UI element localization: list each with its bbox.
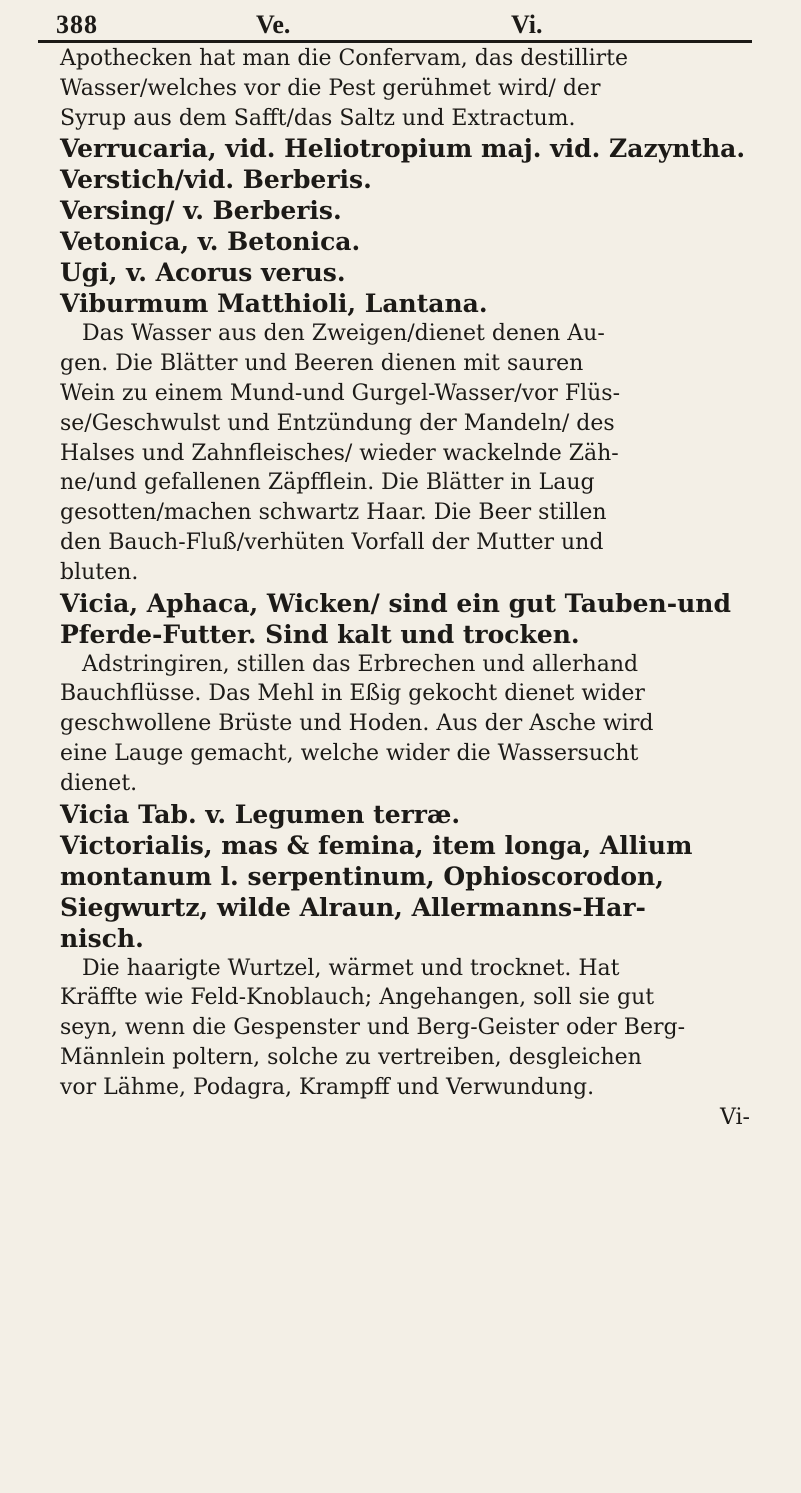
- text-line: Adstringiren, stillen das Erbrechen und allerhand: [82, 651, 639, 677]
- entry-heading: montanum l. serpentinum, Ophioscorodon,: [60, 861, 664, 891]
- text-line: Das Wasser aus den Zweigen/dienet denen Au-: [82, 321, 605, 347]
- page-header: [56, 10, 756, 42]
- entry-heading: Pferde-Futter. Sind kalt und trocken.: [60, 619, 580, 649]
- entry-heading: Ugi, v. Acorus verus.: [60, 258, 346, 288]
- text-line: Apothecken hat man die Confervam, das destillirte: [60, 46, 629, 71]
- entry-heading: Vetonica, v. Betonica.: [60, 227, 361, 257]
- text-line: Kräffte wie Feld-Knoblauch; Angehangen, soll sie gut: [60, 985, 655, 1011]
- text-line: gesotten/machen schwartz Haar. Die Beer stillen: [60, 500, 607, 526]
- entry-heading: Victorialis, mas & femina, item longa, Allium: [60, 830, 693, 860]
- text-line: seyn, wenn die Gespenster und Berg-Geister oder Berg-: [60, 1015, 686, 1041]
- entry-heading: Siegwurtz, wilde Alraun, Allermanns-Har-: [60, 892, 646, 922]
- entry-heading: Viburmum Matthioli, Lantana.: [60, 289, 488, 319]
- text-line: Männlein poltern, solche zu vertreiben, desgleichen: [60, 1044, 642, 1070]
- text-line: Wein zu einem Mund-und Gurgel-Wasser/vor Flüs-: [60, 380, 621, 406]
- text-line: Bauchflüsse. Das Mehl in Eßig gekocht dienet wider: [60, 681, 645, 707]
- text-line: bluten.: [60, 559, 139, 585]
- text-line: gen. Die Blätter und Beeren dienen mit sauren: [60, 351, 584, 377]
- text-line: dienet.: [60, 770, 138, 796]
- header-rule: [38, 40, 752, 43]
- text-line: Die haarigte Wurtzel, wärmet und trocknet. Hat: [82, 955, 620, 981]
- entry-heading: Vicia, Aphaca, Wicken/ sind ein gut Tauben-und: [60, 588, 731, 618]
- running-head-left: Ve.: [256, 10, 291, 39]
- entry-heading: Vicia Tab. v. Legumen terræ.: [60, 799, 461, 829]
- entry-heading: Verstich/vid. Berberis.: [60, 165, 372, 195]
- text-line: ne/und gefallenen Zäpfflein. Die Blätter in Laug: [60, 470, 595, 496]
- entry-heading: Versing/ v. Berberis.: [60, 196, 342, 226]
- text-line: Syrup aus dem Safft/das Saltz und Extractum.: [60, 105, 576, 131]
- catchword: Vi-: [720, 1104, 750, 1130]
- text-line: Wasser/welches vor die Pest gerühmet wird/ der: [60, 75, 601, 101]
- text-line: den Bauch-Fluß/verhüten Vorfall der Mutter und: [60, 529, 604, 555]
- text-line: eine Lauge gemacht, welche wider die Wassersucht: [60, 740, 639, 766]
- text-line: vor Lähme, Podagra, Krampff und Verwundung.: [60, 1074, 595, 1100]
- running-head-right: Vi.: [511, 10, 543, 39]
- page-number: 388: [56, 10, 98, 39]
- text-line: Halses und Zahnfleisches/ wieder wackelnde Zäh-: [60, 440, 619, 466]
- text-line: geschwollene Brüste und Hoden. Aus der Asche wird: [60, 711, 654, 737]
- text-line: se/Geschwulst und Entzündung der Mandeln/ des: [60, 410, 615, 436]
- entry-heading: Verrucaria, vid. Heliotropium maj. vid. Zazyntha.: [60, 134, 746, 164]
- entry-heading: nisch.: [60, 923, 144, 953]
- page-body: [60, 44, 760, 1132]
